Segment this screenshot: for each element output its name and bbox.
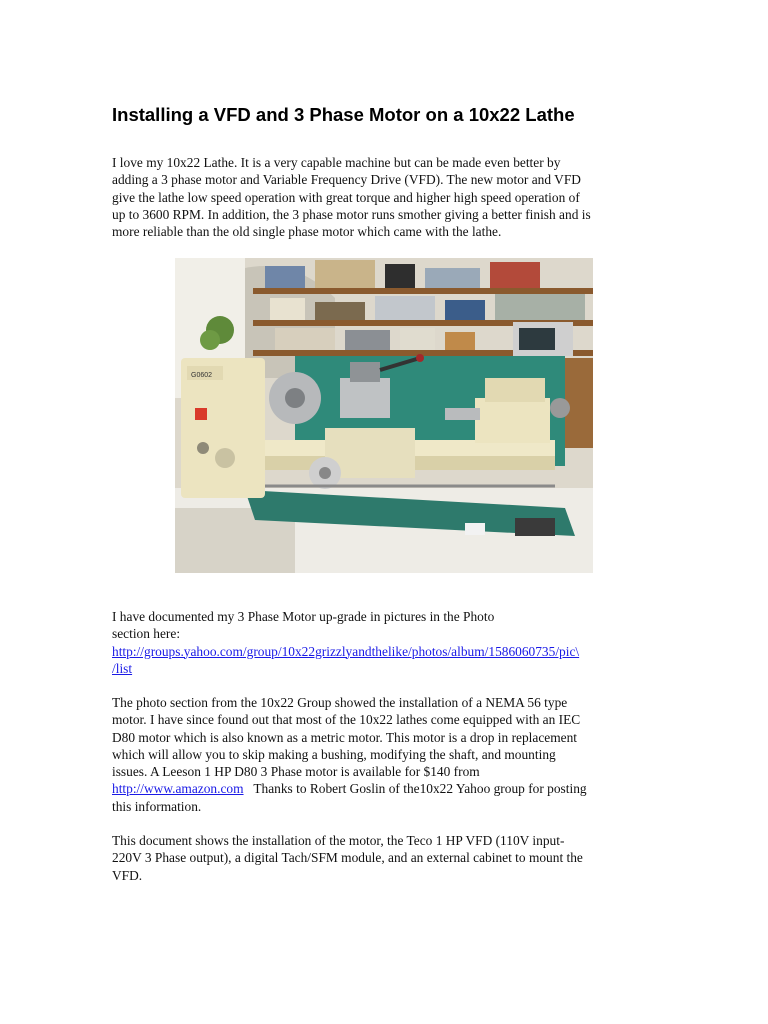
intro-line: adding a 3 phase motor and Variable Frequency Drive (VFD). The new motor and VFD [112,172,581,188]
summary-line: This document shows the installation of the motor, the Teco 1 HP VFD (110V input- [112,833,565,848]
amazon-link[interactable]: http://www.amazon.com [112,781,244,797]
photo-album-link-part2[interactable]: /list [112,660,133,676]
lathe-photo [175,258,593,573]
photo-album-link[interactable] [112,643,652,660]
intro-line: I love my 10x22 Lathe. It is a very capable machine but can be made even better by [112,155,561,170]
nema-last-line: this information. [112,798,202,814]
thanks-text: Thanks to Robert Goslin of the10x22 Yahoo group for posting [243,781,587,797]
amazon-line [112,780,652,797]
summary-paragraph [112,832,652,884]
summary-line: 220V 3 Phase output), a digital Tach/SFM module, and an external cabinet to mount the [112,850,583,866]
photo-album-link-part1[interactable]: http://groups.yahoo.com/group/10x22grizzlyandthelike/photos/album/1586060735/pic\ [112,643,580,659]
nema-paragraph [112,694,652,815]
nema-line: which will allow you to skip making a bushing, modifying the shaft, and mounting [112,746,556,762]
summary-line: VFD. [112,867,143,883]
lathe-illustration [175,258,593,573]
intro-line: up to 3600 RPM. In addition, the 3 phase motor runs smother giving a better finish and is [112,206,591,222]
nema-line: D80 motor which is also known as a metric motor. This motor is a drop in replacement [112,729,577,745]
machine-label: G0602 [191,372,213,379]
intro-line: give the lathe low speed operation with great torque and higher high speed operation of [112,189,580,205]
intro-paragraph [112,154,652,240]
nema-line: The photo section from the 10x22 Group showed the installation of a NEMA 56 type [112,695,568,710]
nema-line: issues. A Leeson 1 HP D80 3 Phase motor is available for $140 from [112,764,480,780]
documented-line: I have documented my 3 Phase Motor up-grade in pictures in the Photo [112,609,495,624]
intro-line: more reliable than the old single phase motor which came with the lathe. [112,224,502,240]
documented-line: section here: [112,626,181,642]
photo-album-link-continued[interactable] [112,660,652,677]
nema-line: motor. I have since found out that most of the 10x22 lathes come equipped with an IEC [112,712,581,728]
page-title: Installing a VFD and 3 Phase Motor on a 10x22 Lathe [112,104,575,125]
documented-paragraph [112,608,652,677]
